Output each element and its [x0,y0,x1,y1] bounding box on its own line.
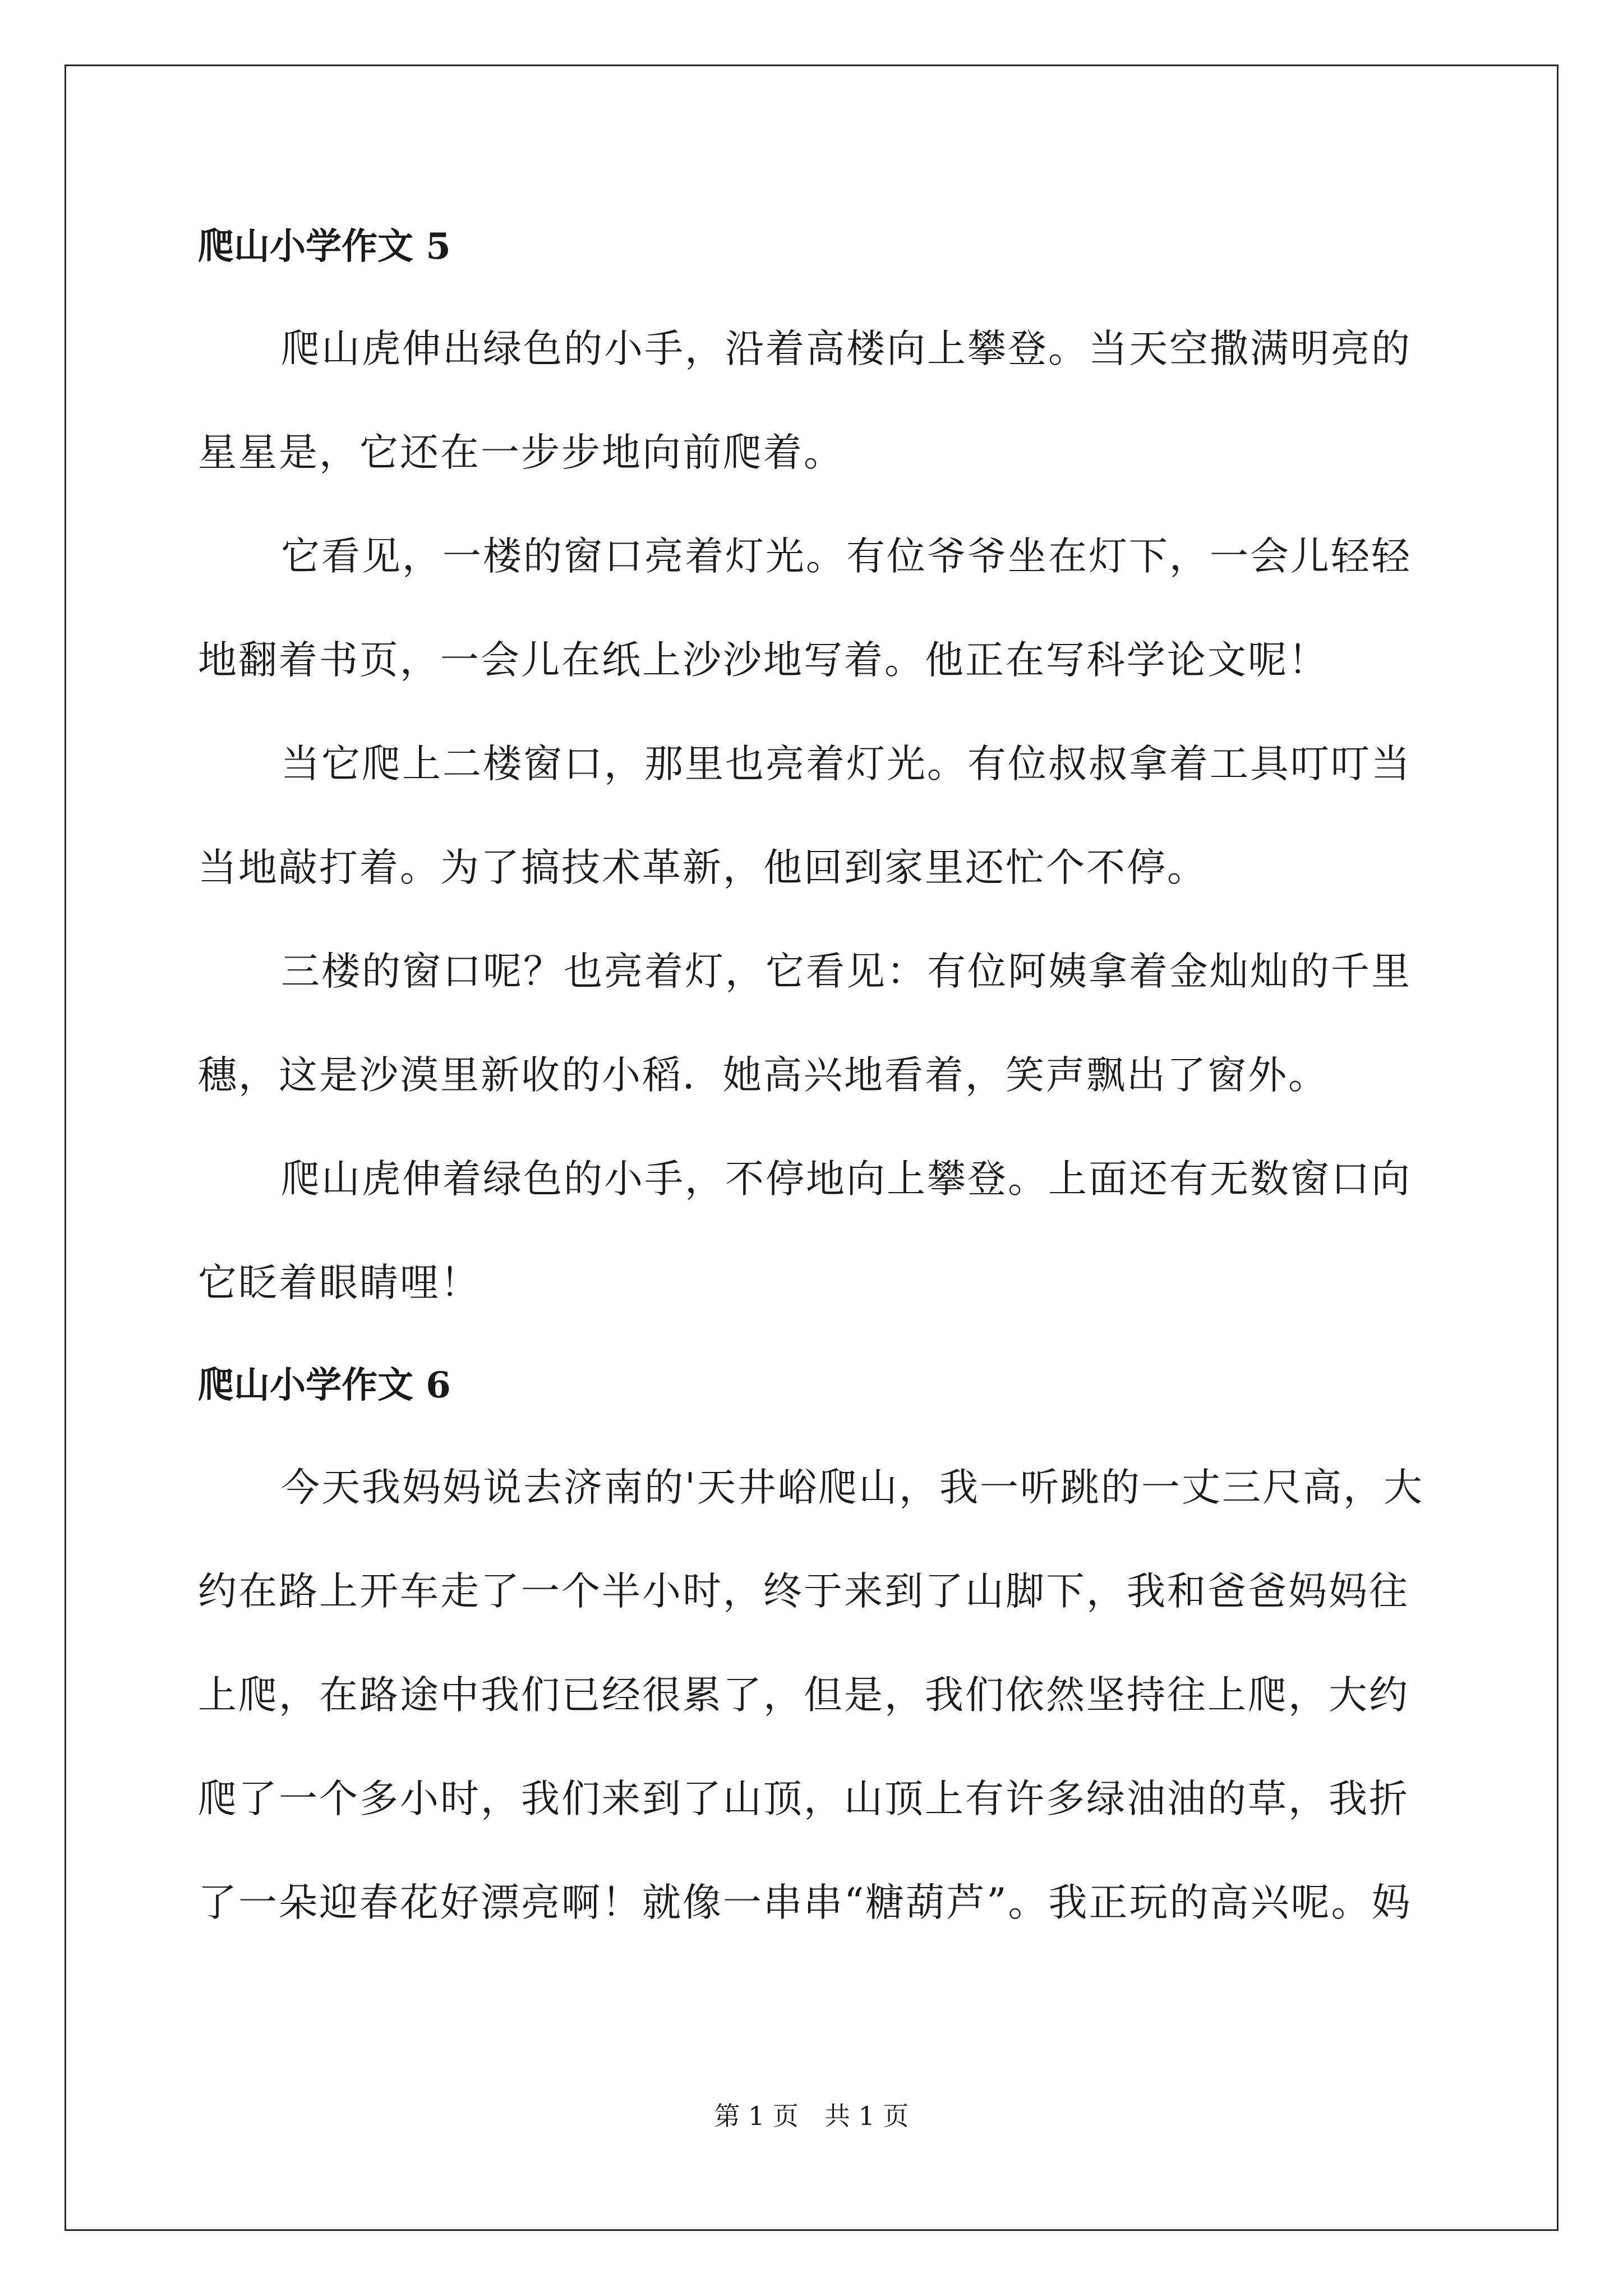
paragraph: 爬山虎伸着绿色的小手，不停地向上攀登。上面还有无数窗口向它眨着眼睛哩！ [198,1157,1412,1305]
document-body [198,196,1435,1955]
paragraph: 当它爬上二楼窗口，那里也亮着灯光。有位叔叔拿着工具叮叮当当地敲打着。为了搞技术革新，他回到家里还忙个不停。 [198,742,1412,890]
paragraph: 爬山虎伸出绿色的小手，沿着高楼向上攀登。当天空撒满明亮的星星是，它还在一步步地向前爬着。 [198,326,1412,475]
section-title: 爬山小学作文 5 [198,226,451,268]
section-title: 爬山小学作文 6 [198,1364,451,1406]
page-number-footer: 第 1 页 共 1 页 [714,2101,909,2131]
paragraph: 它看见，一楼的窗口亮着灯光。有位爷爷坐在灯下，一会儿轻轻地翻着书页，一会儿在纸上沙沙地写着。他正在写科学论文呢！ [198,534,1412,683]
paragraph: 今天我妈妈说去济南的'天井峪爬山，我一听跳的一丈三尺高，大约在路上开车走了一个半小时，终于来到了山脚下，我和爸爸妈妈往上爬，在路途中我们已经很累了，但是，我们依然坚持往上爬，大约爬了一个多小时，我们来到了山顶，山顶上有许多绿油油的草，我折了一朵迎春花好漂亮啊！就像一串串“糖葫芦”。我正玩的高兴呢。妈 [198,1465,1424,1925]
paragraph: 三楼的窗口呢？也亮着灯，它看见：有位阿姨拿着金灿灿的千里穗，这是沙漠里新收的小稻．她高兴地看着，笑声飘出了窗外。 [198,949,1412,1098]
